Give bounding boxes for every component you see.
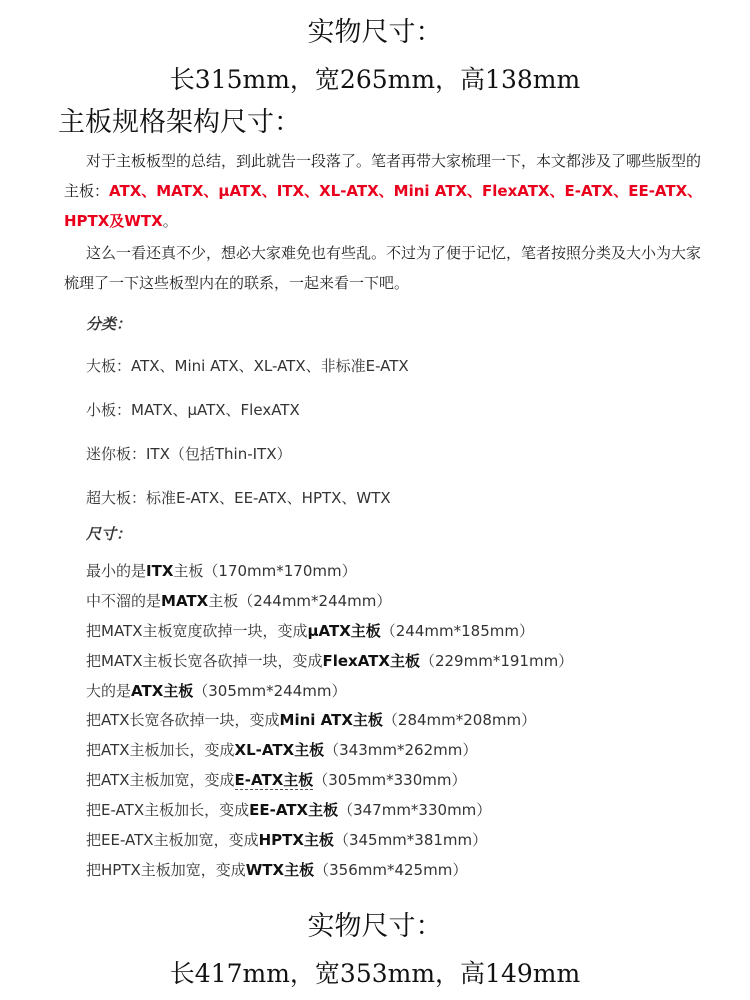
category-extra-large: 超大板：标准E-ATX、EE-ATX、HPTX、WTX	[86, 489, 391, 507]
intro-text-2: 这么一看还真不少，想必大家难免也有些乱。不过为了便于记忆，笔者按照分类及大小为大家梳理了一下这些板型内在的联系，一起来看一下吧。	[64, 244, 702, 292]
size-item-atx: 大的是ATX主板（305mm*244mm）	[86, 681, 347, 700]
category-large: 大板：ATX、Mini ATX、XL-ATX、非标准E-ATX	[86, 357, 409, 375]
size-item-hptx: 把EE-ATX主板加宽，变成HPTX主板（345mm*381mm）	[86, 831, 488, 850]
size-item-ee-atx: 把E-ATX主板加长，变成EE-ATX主板（347mm*330mm）	[86, 801, 492, 820]
size-item-uatx: 把MATX主板宽度砍掉一块，变成μATX主板（244mm*185mm）	[86, 621, 534, 640]
intro-text: 对于主板板型的总结，到此就告一段落了。笔者再带大家梳理一下，本文都涉及了哪些版型的主板：	[64, 152, 702, 200]
intro-paragraph-1	[64, 146, 704, 236]
intro-paragraph-2	[64, 238, 704, 298]
size-item-mini-atx: 把ATX长宽各砍掉一块，变成Mini ATX主板（284mm*208mm）	[86, 711, 537, 730]
size-item-e-atx: 把ATX主板加宽，变成E-ATX主板（305mm*330mm）	[86, 771, 467, 790]
bottom-title: 实物尺寸：	[307, 911, 443, 942]
top-title: 实物尺寸：	[307, 17, 443, 48]
size-item-itx: 最小的是ITX主板（170mm*170mm）	[86, 562, 357, 580]
spec-heading: 主板规格架构尺寸：	[58, 107, 301, 138]
classification-heading: 分类：	[86, 315, 132, 333]
category-small: 小板：MATX、μATX、FlexATX	[86, 401, 300, 419]
bottom-dimensions: 长417mm，宽353mm，高149mm	[169, 959, 581, 988]
category-mini: 迷你板：ITX（包括Thin-ITX）	[86, 445, 292, 463]
size-item-xl-atx: 把ATX主板加长，变成XL-ATX主板（343mm*262mm）	[86, 741, 478, 760]
size-item-flexatx: 把MATX主板长宽各砍掉一块，变成FlexATX主板（229mm*191mm）	[86, 651, 574, 670]
sizes-heading: 尺寸：	[86, 525, 132, 543]
board-types-highlight: ATX、MATX、μATX、ITX、XL-ATX、Mini ATX、FlexATX、E-ATX、EE-ATX、HPTX及WTX	[64, 182, 703, 230]
size-list	[86, 557, 573, 886]
intro-end: 。	[162, 212, 178, 230]
e-atx-link[interactable]: E-ATX主板	[234, 771, 314, 790]
size-item-wtx: 把HPTX主板加宽，变成WTX主板（356mm*425mm）	[86, 860, 468, 879]
size-item-matx: 中不溜的是MATX主板（244mm*244mm）	[86, 591, 392, 610]
top-dimensions: 长315mm，宽265mm，高138mm	[169, 65, 581, 94]
